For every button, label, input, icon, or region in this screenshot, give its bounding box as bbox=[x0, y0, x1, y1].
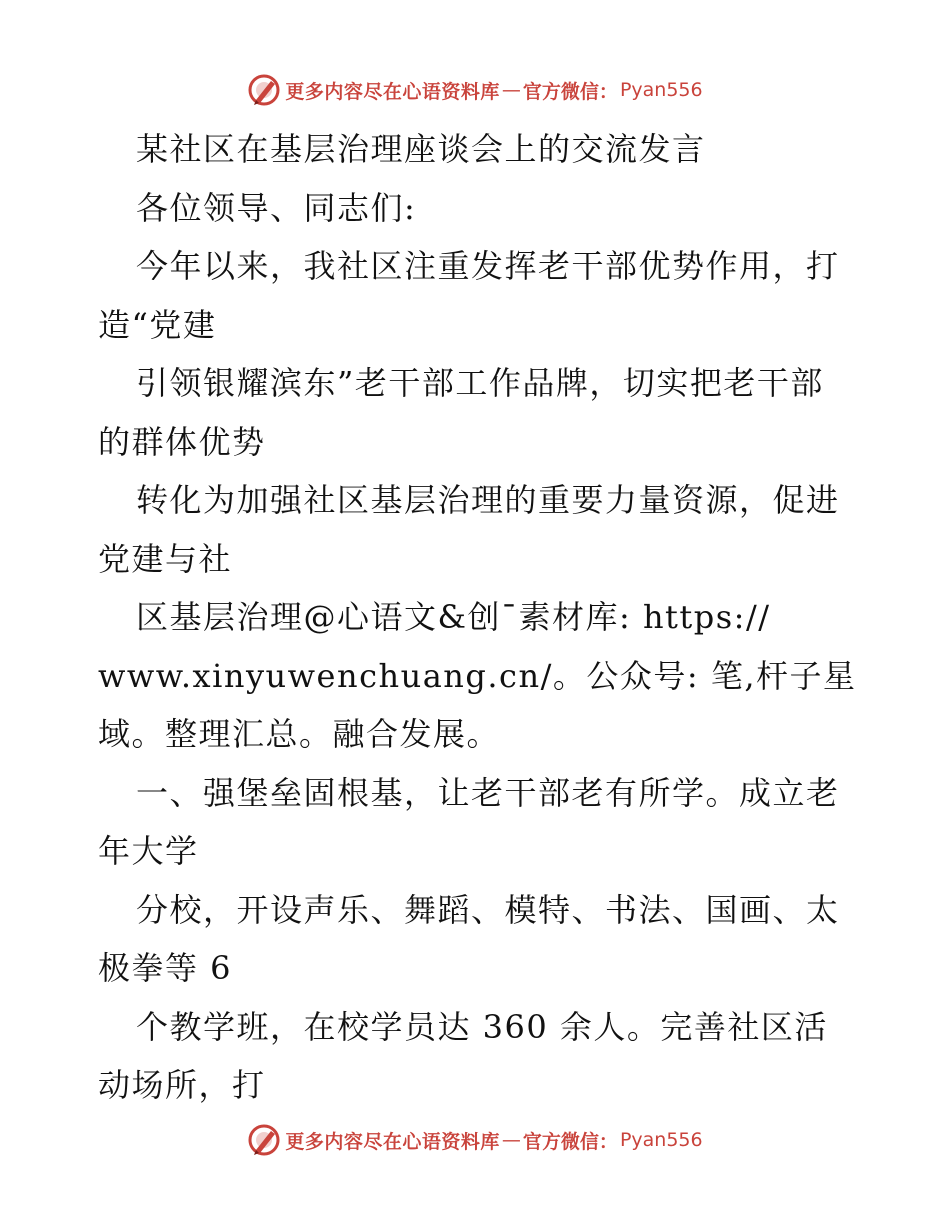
paragraph-line: 个教学班，在校学员达 360 余人。完善社区活 bbox=[136, 1007, 828, 1046]
banner-separator: — bbox=[501, 1129, 521, 1151]
paragraph-line: 转化为加强社区基层治理的重要力量资源，促进 bbox=[136, 481, 840, 519]
banner-separator: — bbox=[501, 79, 521, 101]
footer-watermark-banner bbox=[0, 1120, 950, 1160]
salutation: 各位领导、同志们: bbox=[136, 188, 417, 227]
header-watermark-banner bbox=[0, 70, 950, 110]
document-body bbox=[98, 120, 858, 1115]
paragraph-line: 年大学 bbox=[98, 832, 199, 870]
paragraph-line: 党建与社 bbox=[98, 539, 233, 578]
banner-text: 更多内容尽在心语资料库 bbox=[285, 80, 500, 103]
banner-contact-label: 官方微信： bbox=[522, 80, 618, 103]
paragraph-line: 区基层治理@心语文&创¯素材库: https:// bbox=[136, 598, 771, 636]
pen-logo-icon bbox=[247, 73, 281, 107]
section-heading-line: 一、强堡垒固根基，让老干部老有所学。成立老 bbox=[136, 773, 840, 812]
banner-text: 更多内容尽在心语资料库 bbox=[285, 1130, 500, 1153]
paragraph-line: 引领银耀滨东”老干部工作品牌，切实把老干部 bbox=[136, 364, 824, 402]
paragraph-line: 域。整理汇总。融合发展。 bbox=[98, 715, 501, 753]
banner-contact-label: 官方微信： bbox=[522, 1130, 618, 1153]
pen-logo-icon bbox=[247, 1123, 281, 1157]
paragraph-line: 极拳等 6 bbox=[98, 949, 233, 987]
paragraph-line: 造“党建 bbox=[98, 305, 217, 344]
paragraph-line: 今年以来，我社区注重发挥老干部优势作用，打 bbox=[136, 247, 840, 285]
paragraph-line: 动场所，打 bbox=[98, 1066, 266, 1104]
paragraph-line: 分校，开设声乐、舞蹈、模特、书法、国画、太 bbox=[136, 890, 840, 929]
paragraph-line: 的群体优势 bbox=[98, 422, 266, 461]
document-title: 某社区在基层治理座谈会上的交流发言 bbox=[136, 130, 706, 168]
banner-contact-id: Pyan556 bbox=[619, 79, 703, 101]
url-line: www.xinyuwenchuang.cn/。公众号: 笔,杆子星 bbox=[98, 656, 857, 695]
banner-contact-id: Pyan556 bbox=[619, 1129, 703, 1151]
